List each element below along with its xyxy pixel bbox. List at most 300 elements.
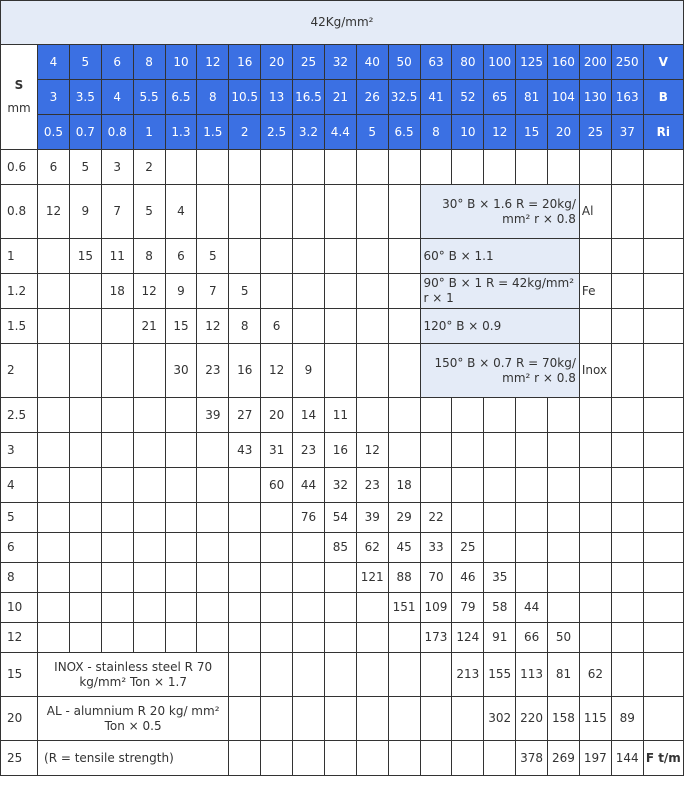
table-row [1, 503, 684, 533]
value-cell [133, 398, 165, 433]
value-cell [261, 563, 293, 593]
note-120: 120° B × 0.9 [420, 309, 579, 344]
value-cell [548, 468, 580, 503]
value-cell: 70 [420, 563, 452, 593]
value-cell [38, 563, 70, 593]
table-row [1, 344, 684, 398]
value-cell [197, 185, 229, 239]
value-cell: 12 [38, 185, 70, 239]
value-cell [643, 150, 683, 185]
value-cell [38, 593, 70, 623]
value-cell: 30 [165, 344, 197, 398]
header-cell: 6.5 [388, 115, 420, 150]
value-cell: 23 [197, 344, 229, 398]
value-cell [165, 398, 197, 433]
table-row [1, 150, 684, 185]
table-row [1, 185, 684, 239]
header-cell: 15 [516, 115, 548, 150]
value-cell [388, 344, 420, 398]
value-cell [38, 344, 70, 398]
value-cell [579, 150, 611, 185]
value-cell [484, 433, 516, 468]
value-cell [261, 653, 293, 697]
value-cell [452, 150, 484, 185]
value-cell [611, 533, 643, 563]
value-cell: 89 [611, 697, 643, 741]
value-cell: 62 [356, 533, 388, 563]
value-cell [356, 274, 388, 309]
value-cell [69, 503, 101, 533]
header-cell: 2.5 [261, 115, 293, 150]
value-cell [261, 239, 293, 274]
thickness-cell: 0.6 [1, 150, 38, 185]
value-cell [133, 468, 165, 503]
header-row-b [1, 80, 684, 115]
value-cell [420, 433, 452, 468]
thickness-cell: 5 [1, 503, 38, 533]
value-cell: 81 [548, 653, 580, 697]
value-cell [420, 468, 452, 503]
value-cell: 91 [484, 623, 516, 653]
value-cell [165, 533, 197, 563]
thickness-cell: 15 [1, 653, 38, 697]
thickness-cell: 20 [1, 697, 38, 741]
value-cell [579, 239, 611, 274]
value-cell [324, 653, 356, 697]
value-cell: 25 [452, 533, 484, 563]
table-row [1, 623, 684, 653]
value-cell [579, 398, 611, 433]
header-cell: 8 [133, 45, 165, 80]
header-cell: 20 [261, 45, 293, 80]
header-cell: 1.5 [197, 115, 229, 150]
value-cell [548, 563, 580, 593]
value-cell [229, 185, 261, 239]
value-cell: 14 [293, 398, 325, 433]
header-cell: 160 [548, 45, 580, 80]
header-cell: 32.5 [388, 80, 420, 115]
value-cell [611, 468, 643, 503]
value-cell [643, 593, 683, 623]
value-cell [484, 398, 516, 433]
value-cell [101, 623, 133, 653]
value-cell [324, 741, 356, 776]
value-cell [197, 593, 229, 623]
table-row [1, 697, 684, 741]
value-cell [643, 185, 683, 239]
value-cell [324, 274, 356, 309]
value-cell [293, 239, 325, 274]
value-cell [452, 697, 484, 741]
value-cell: 6 [261, 309, 293, 344]
table-title: 42Kg/mm² [1, 1, 684, 45]
value-cell [516, 398, 548, 433]
thickness-cell: 2.5 [1, 398, 38, 433]
value-cell [197, 623, 229, 653]
thickness-cell: 8 [1, 563, 38, 593]
value-cell [516, 533, 548, 563]
value-cell: 9 [69, 185, 101, 239]
value-cell [643, 398, 683, 433]
value-cell: 23 [293, 433, 325, 468]
header-cell: 130 [579, 80, 611, 115]
value-cell [548, 398, 580, 433]
header-cell: 8 [420, 115, 452, 150]
value-cell [165, 503, 197, 533]
value-cell [165, 433, 197, 468]
value-cell [229, 563, 261, 593]
header-cell: 81 [516, 80, 548, 115]
value-cell: 213 [452, 653, 484, 697]
value-cell: 302 [484, 697, 516, 741]
value-cell: 9 [293, 344, 325, 398]
header-label-ri: Ri [643, 115, 683, 150]
value-cell [38, 533, 70, 563]
table-row [1, 533, 684, 563]
header-cell: 13 [261, 80, 293, 115]
header-cell: 12 [484, 115, 516, 150]
value-cell [69, 433, 101, 468]
value-cell [643, 344, 683, 398]
value-cell [261, 150, 293, 185]
value-cell [388, 653, 420, 697]
thickness-cell: 6 [1, 533, 38, 563]
value-cell [197, 468, 229, 503]
header-cell: 63 [420, 45, 452, 80]
value-cell [388, 185, 420, 239]
value-cell: 76 [293, 503, 325, 533]
value-cell [324, 623, 356, 653]
header-cell: 10.5 [229, 80, 261, 115]
value-cell [388, 697, 420, 741]
value-cell [229, 697, 261, 741]
value-cell [643, 274, 683, 309]
value-cell [324, 697, 356, 741]
value-cell [165, 150, 197, 185]
value-cell: 158 [548, 697, 580, 741]
header-cell: 0.7 [69, 115, 101, 150]
value-cell [516, 563, 548, 593]
value-cell: 8 [133, 239, 165, 274]
header-cell: 6.5 [165, 80, 197, 115]
value-cell [38, 274, 70, 309]
thickness-cell: 2 [1, 344, 38, 398]
value-cell: 121 [356, 563, 388, 593]
value-cell: 5 [69, 150, 101, 185]
header-cell: 200 [579, 45, 611, 80]
header-cell: 37 [611, 115, 643, 150]
value-cell [293, 150, 325, 185]
value-cell: 5 [229, 274, 261, 309]
value-cell: 15 [69, 239, 101, 274]
header-cell: 2 [229, 115, 261, 150]
value-cell [69, 563, 101, 593]
value-cell [229, 239, 261, 274]
value-cell [356, 344, 388, 398]
value-cell: 12 [356, 433, 388, 468]
header-cell: 5.5 [133, 80, 165, 115]
value-cell: 15 [165, 309, 197, 344]
unit-label: F t/m [643, 741, 683, 776]
value-cell [643, 697, 683, 741]
value-cell [611, 593, 643, 623]
value-cell: 46 [452, 563, 484, 593]
value-cell [452, 398, 484, 433]
mm-label: mm [7, 101, 31, 115]
table-row [1, 468, 684, 503]
value-cell: 269 [548, 741, 580, 776]
value-cell: 109 [420, 593, 452, 623]
value-cell [324, 239, 356, 274]
value-cell [133, 533, 165, 563]
value-cell: 8 [229, 309, 261, 344]
value-cell [133, 563, 165, 593]
legend-tensile: (R = tensile strength) [38, 741, 229, 776]
value-cell: 16 [229, 344, 261, 398]
header-label-v: V [643, 45, 683, 80]
value-cell: 23 [356, 468, 388, 503]
value-cell [69, 533, 101, 563]
value-cell [356, 697, 388, 741]
value-cell: 6 [165, 239, 197, 274]
value-cell [38, 398, 70, 433]
thickness-cell: 0.8 [1, 185, 38, 239]
value-cell [261, 623, 293, 653]
value-cell [420, 398, 452, 433]
value-cell [261, 274, 293, 309]
value-cell: 9 [165, 274, 197, 309]
value-cell [420, 150, 452, 185]
value-cell: 155 [484, 653, 516, 697]
header-cell: 3.2 [293, 115, 325, 150]
value-cell [579, 593, 611, 623]
value-cell: 124 [452, 623, 484, 653]
value-cell [611, 623, 643, 653]
thickness-cell: 1 [1, 239, 38, 274]
value-cell [611, 239, 643, 274]
header-cell: 80 [452, 45, 484, 80]
thickness-cell: 3 [1, 433, 38, 468]
value-cell: 197 [579, 741, 611, 776]
value-cell [484, 741, 516, 776]
value-cell [38, 239, 70, 274]
value-cell [69, 344, 101, 398]
value-cell [356, 741, 388, 776]
value-cell: 22 [420, 503, 452, 533]
table-row [1, 653, 684, 697]
value-cell [101, 593, 133, 623]
header-cell: 163 [611, 80, 643, 115]
header-cell: 5 [356, 115, 388, 150]
value-cell [388, 150, 420, 185]
s-label: S [14, 78, 24, 92]
value-cell: 11 [324, 398, 356, 433]
value-cell [452, 503, 484, 533]
header-cell: 4.4 [324, 115, 356, 150]
value-cell: 5 [133, 185, 165, 239]
value-cell: 58 [484, 593, 516, 623]
value-cell [38, 503, 70, 533]
value-cell: 54 [324, 503, 356, 533]
value-cell: 79 [452, 593, 484, 623]
value-cell [611, 563, 643, 593]
value-cell [516, 468, 548, 503]
header-cell: 4 [38, 45, 70, 80]
value-cell [356, 185, 388, 239]
header-cell: 3 [38, 80, 70, 115]
value-cell [643, 239, 683, 274]
value-cell [516, 150, 548, 185]
header-cell: 4 [101, 80, 133, 115]
value-cell [388, 433, 420, 468]
header-cell: 25 [293, 45, 325, 80]
value-cell [324, 185, 356, 239]
value-cell [324, 150, 356, 185]
value-cell [324, 563, 356, 593]
value-cell [356, 398, 388, 433]
value-cell: 18 [101, 274, 133, 309]
header-cell: 8 [197, 80, 229, 115]
value-cell: 115 [579, 697, 611, 741]
value-cell [229, 468, 261, 503]
value-cell: 33 [420, 533, 452, 563]
value-cell [293, 185, 325, 239]
header-cell: 100 [484, 45, 516, 80]
header-cell: 5 [69, 45, 101, 80]
value-cell [611, 433, 643, 468]
value-cell: 21 [133, 309, 165, 344]
header-label-b: B [643, 80, 683, 115]
value-cell: 2 [133, 150, 165, 185]
value-cell [261, 503, 293, 533]
note-inox: 150° B × 0.7 R = 70kg/ mm² r × 0.8 [420, 344, 579, 398]
value-cell [548, 433, 580, 468]
value-cell: 113 [516, 653, 548, 697]
material-fe: Fe [579, 274, 611, 309]
value-cell: 3 [101, 150, 133, 185]
table-row [1, 398, 684, 433]
value-cell [484, 150, 516, 185]
value-cell: 6 [38, 150, 70, 185]
value-cell [388, 398, 420, 433]
header-cell: 25 [579, 115, 611, 150]
header-cell: 52 [452, 80, 484, 115]
value-cell: 4 [165, 185, 197, 239]
value-cell [293, 741, 325, 776]
table-row [1, 309, 684, 344]
thickness-cell: 10 [1, 593, 38, 623]
value-cell [579, 563, 611, 593]
value-cell [69, 398, 101, 433]
table-row [1, 274, 684, 309]
value-cell [38, 468, 70, 503]
value-cell [101, 563, 133, 593]
value-cell: 50 [548, 623, 580, 653]
value-cell: 44 [293, 468, 325, 503]
value-cell [611, 344, 643, 398]
value-cell [38, 309, 70, 344]
note-al: 30° B × 1.6 R = 20kg/ mm² r × 0.8 [420, 185, 579, 239]
value-cell [229, 503, 261, 533]
thickness-cell: 4 [1, 468, 38, 503]
value-cell [579, 623, 611, 653]
header-row-ri [1, 115, 684, 150]
value-cell: 45 [388, 533, 420, 563]
value-cell [69, 468, 101, 503]
note-fe: 90° B × 1 R = 42kg/mm² r × 1 [420, 274, 579, 309]
value-cell [38, 433, 70, 468]
value-cell [165, 593, 197, 623]
table-row [1, 239, 684, 274]
value-cell [69, 309, 101, 344]
value-cell: 85 [324, 533, 356, 563]
value-cell [293, 593, 325, 623]
value-cell [516, 433, 548, 468]
value-cell [420, 653, 452, 697]
header-cell: 26 [356, 80, 388, 115]
value-cell [197, 563, 229, 593]
thickness-cell: 1.2 [1, 274, 38, 309]
value-cell [324, 593, 356, 623]
header-cell: 6 [101, 45, 133, 80]
value-cell: 29 [388, 503, 420, 533]
header-cell: 20 [548, 115, 580, 150]
thickness-cell: 25 [1, 741, 38, 776]
value-cell [101, 433, 133, 468]
value-cell: 378 [516, 741, 548, 776]
value-cell [643, 433, 683, 468]
value-cell [324, 344, 356, 398]
value-cell [69, 593, 101, 623]
value-cell [643, 468, 683, 503]
value-cell: 44 [516, 593, 548, 623]
value-cell [452, 468, 484, 503]
header-row-v [1, 45, 684, 80]
value-cell [165, 623, 197, 653]
value-cell [229, 533, 261, 563]
value-cell: 5 [197, 239, 229, 274]
value-cell [229, 741, 261, 776]
value-cell: 144 [611, 741, 643, 776]
value-cell [101, 533, 133, 563]
value-cell [548, 593, 580, 623]
value-cell [293, 274, 325, 309]
value-cell [293, 563, 325, 593]
value-cell [579, 503, 611, 533]
note-60: 60° B × 1.1 [420, 239, 579, 274]
value-cell: 43 [229, 433, 261, 468]
value-cell [261, 185, 293, 239]
header-cell: 125 [516, 45, 548, 80]
header-cell: 1 [133, 115, 165, 150]
value-cell [229, 150, 261, 185]
value-cell [101, 398, 133, 433]
value-cell [548, 533, 580, 563]
value-cell [133, 433, 165, 468]
value-cell [356, 309, 388, 344]
value-cell: 173 [420, 623, 452, 653]
value-cell [579, 533, 611, 563]
header-cell: 1.3 [165, 115, 197, 150]
header-cell: 10 [452, 115, 484, 150]
value-cell [548, 150, 580, 185]
header-cell: 21 [324, 80, 356, 115]
value-cell [611, 398, 643, 433]
value-cell [101, 309, 133, 344]
thickness-cell: 12 [1, 623, 38, 653]
value-cell [643, 623, 683, 653]
value-cell: 7 [101, 185, 133, 239]
